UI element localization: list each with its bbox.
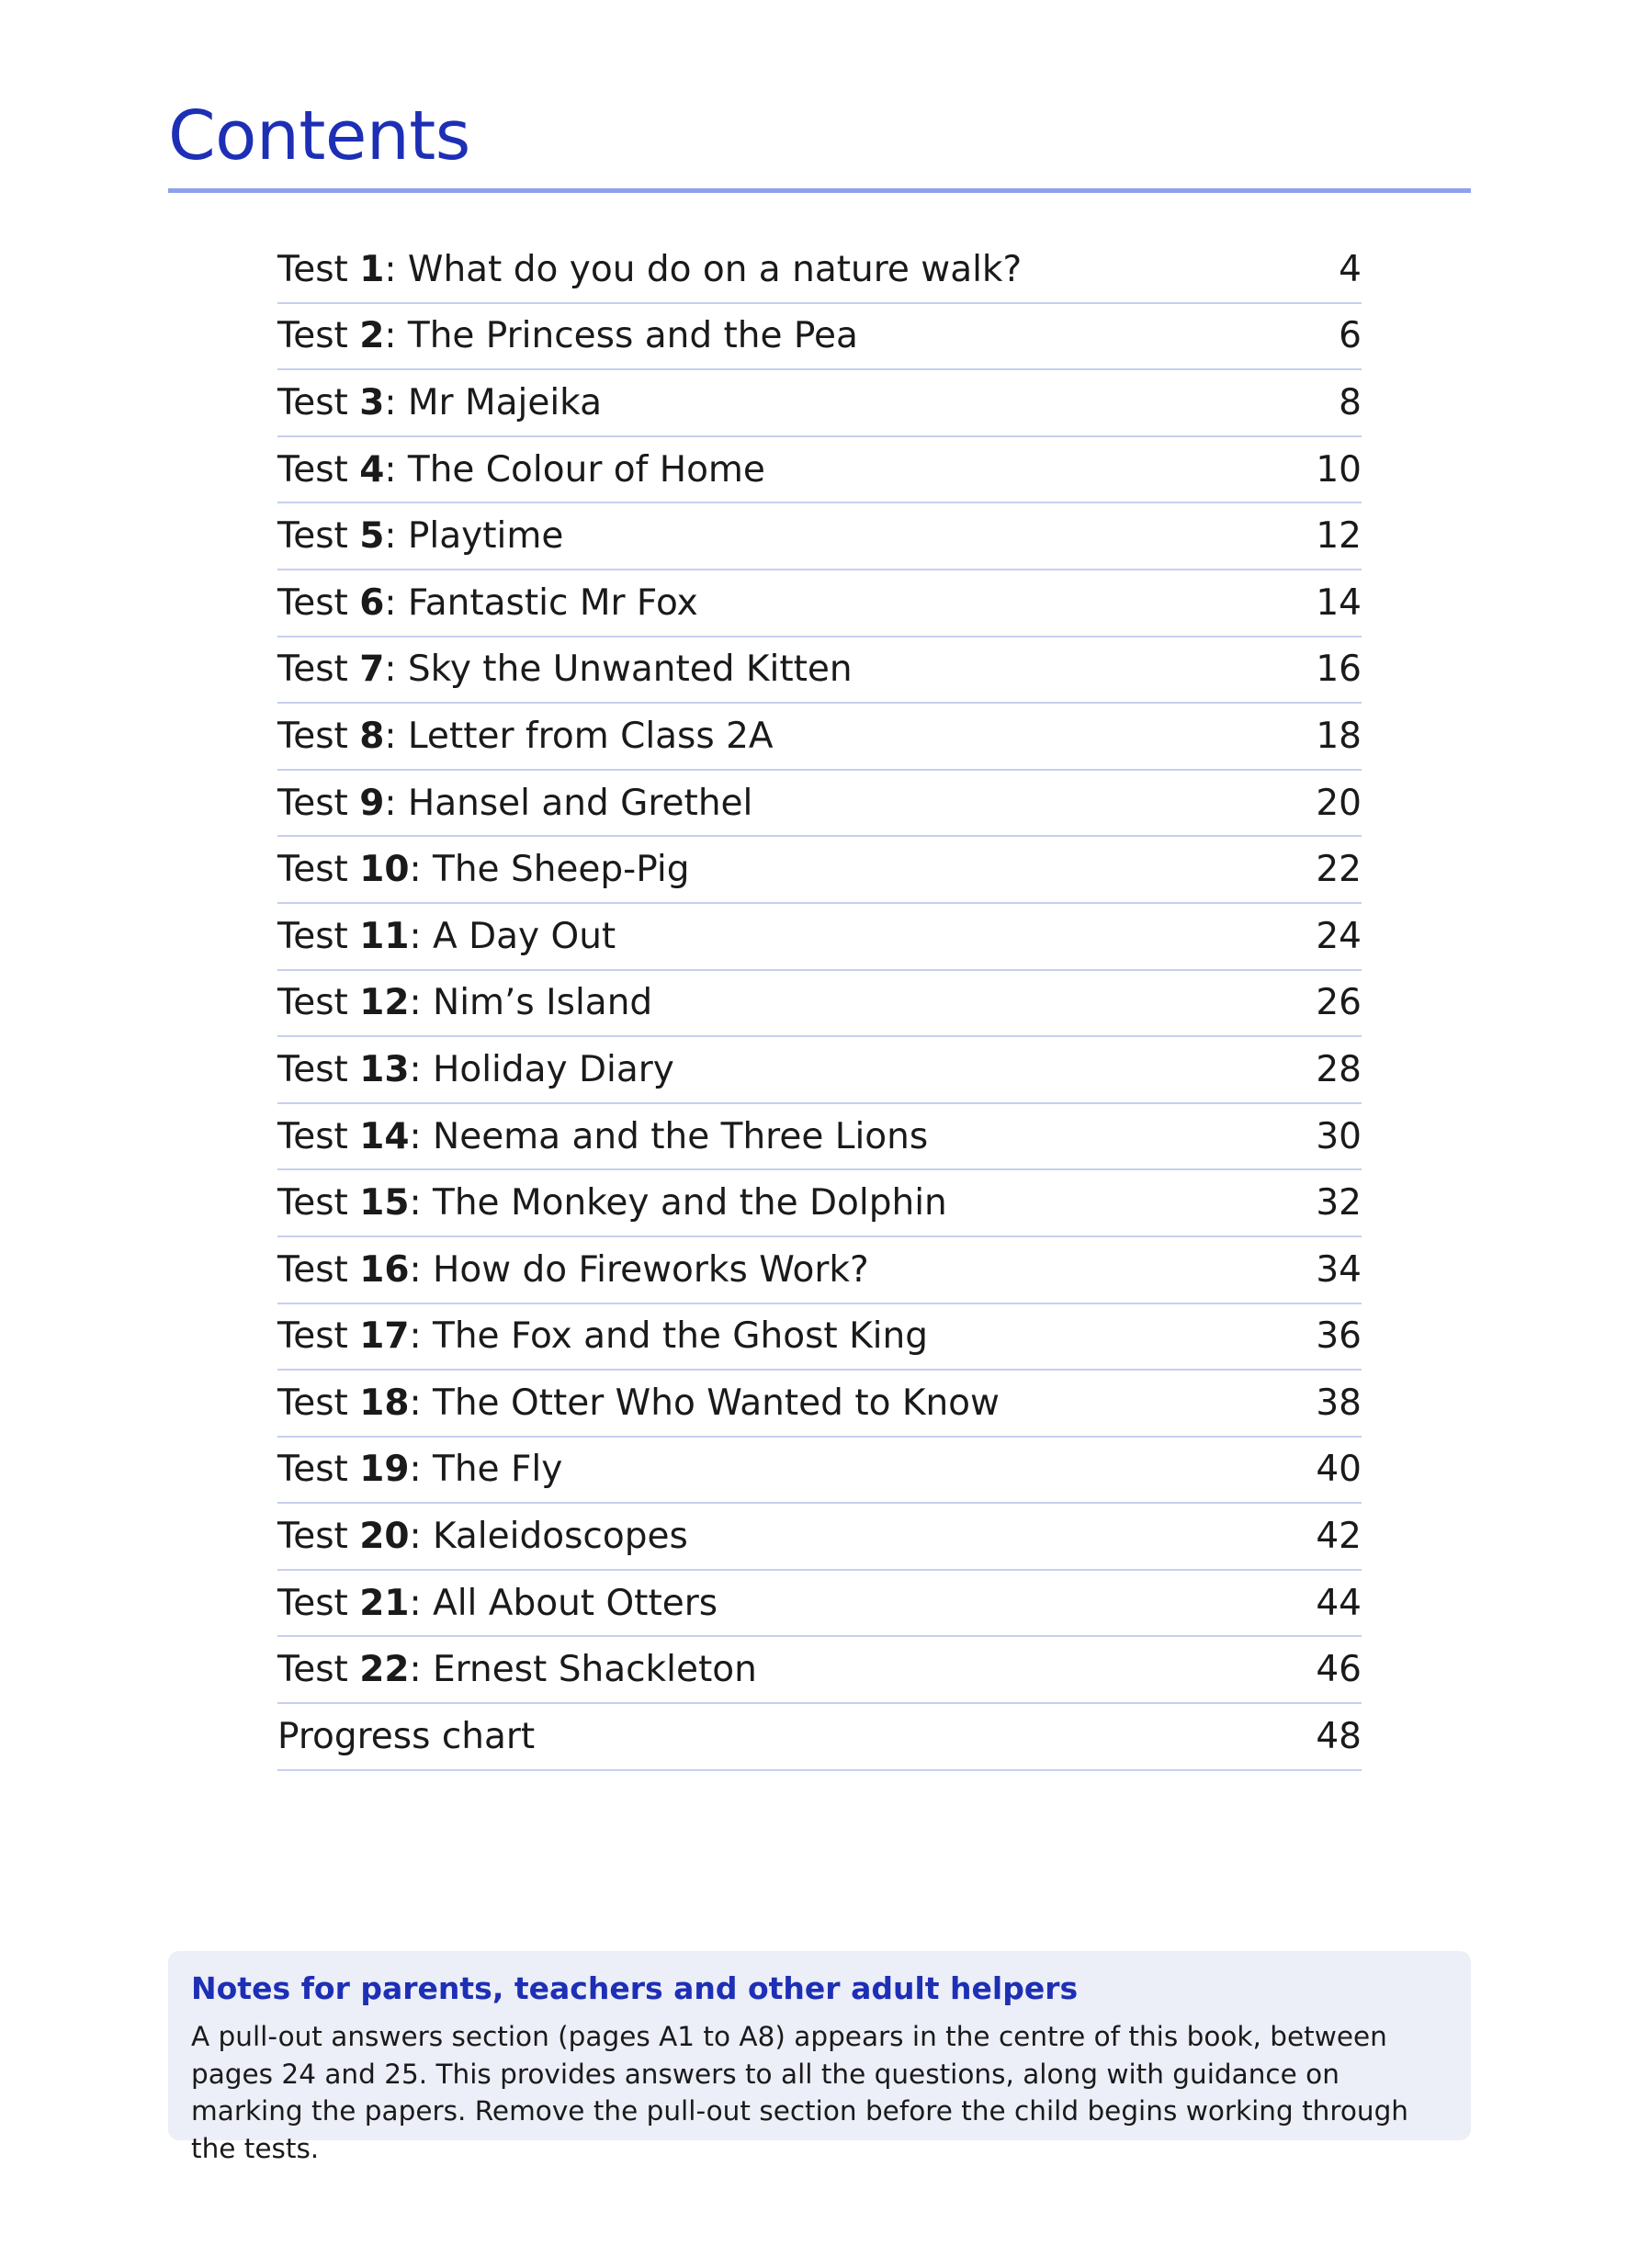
contents-entry-prefix: Test — [277, 1649, 360, 1691]
contents-row — [277, 437, 1362, 504]
contents-entry-title — [277, 783, 752, 824]
contents-entry-number: 9 — [359, 782, 385, 824]
contents-entry-title — [277, 1516, 688, 1557]
contents-entry-prefix: Test — [277, 448, 360, 491]
contents-row — [277, 1104, 1362, 1171]
contents-entry-title — [277, 1049, 674, 1090]
contents-row — [277, 1371, 1362, 1438]
contents-entry-prefix: Test — [277, 515, 360, 558]
contents-entry-number: 11 — [359, 915, 410, 957]
contents-entry-text: : Fantastic Mr Fox — [384, 581, 698, 624]
contents-entry-number: 10 — [359, 849, 410, 891]
contents-entry-prefix: Test — [277, 782, 360, 824]
contents-entry-title — [277, 982, 652, 1023]
contents-entry-text: : The Otter Who Wanted to Know — [409, 1382, 1000, 1424]
contents-entry-number: 14 — [359, 1115, 410, 1157]
contents-entry-text: Progress chart — [277, 1715, 536, 1757]
contents-row — [277, 237, 1362, 304]
contents-entry-prefix: Test — [277, 715, 360, 757]
contents-entry-title — [277, 515, 563, 557]
contents-entry-text: : All About Otters — [409, 1582, 718, 1624]
contents-entry-title — [277, 1583, 718, 1624]
contents-row — [277, 304, 1362, 371]
contents-entry-title — [277, 916, 616, 957]
contents-entry-text: : Kaleidoscopes — [409, 1516, 688, 1558]
contents-entry-number: 7 — [359, 649, 385, 691]
page-title: Contents — [168, 96, 470, 175]
contents-entry-page-number: 14 — [1316, 581, 1362, 624]
contents-entry-prefix: Test — [277, 1449, 360, 1491]
contents-entry-text: : The Monkey and the Dolphin — [409, 1182, 947, 1224]
contents-entry-prefix: Test — [277, 1048, 360, 1090]
contents-entry-page-number: 4 — [1339, 248, 1362, 290]
contents-entry-title — [277, 1315, 928, 1357]
contents-entry-page-number: 48 — [1316, 1715, 1362, 1757]
contents-entry-prefix: Test — [277, 581, 360, 624]
contents-entry-number: 15 — [359, 1182, 410, 1224]
contents-entry-prefix: Test — [277, 849, 360, 891]
contents-entry-prefix: Test — [277, 1582, 360, 1624]
contents-entry-title — [277, 582, 698, 624]
contents-entry-page-number: 44 — [1316, 1582, 1362, 1624]
contents-row — [277, 971, 1362, 1038]
contents-entry-number: 8 — [359, 715, 385, 757]
contents-entry-text: : The Sheep-Pig — [409, 849, 690, 891]
contents-entry-title — [277, 1449, 562, 1490]
contents-entry-text: : Sky the Unwanted Kitten — [384, 649, 853, 691]
contents-entry-text: : How do Fireworks Work? — [409, 1248, 869, 1291]
contents-entry-prefix: Test — [277, 248, 360, 290]
contents-entry-title — [277, 1182, 947, 1224]
contents-entry-title — [277, 649, 853, 690]
contents-entry-page-number: 26 — [1316, 982, 1362, 1024]
contents-entry-prefix: Test — [277, 915, 360, 957]
contents-row — [277, 771, 1362, 838]
contents-entry-text: : Holiday Diary — [409, 1048, 674, 1090]
contents-entry-number: 2 — [359, 315, 385, 357]
contents-row — [277, 1170, 1362, 1237]
contents-entry-text: : The Fox and the Ghost King — [409, 1315, 928, 1358]
contents-row — [277, 1504, 1362, 1571]
contents-entry-page-number: 28 — [1316, 1048, 1362, 1090]
contents-entry-prefix: Test — [277, 1382, 360, 1424]
contents-entry-prefix: Test — [277, 381, 360, 423]
contents-entry-number: 17 — [359, 1315, 410, 1358]
contents-row — [277, 1637, 1362, 1704]
contents-entry-page-number: 18 — [1316, 715, 1362, 757]
contents-entry-number: 19 — [359, 1449, 410, 1491]
contents-entry-number: 6 — [359, 581, 385, 624]
contents-entry-page-number: 40 — [1316, 1449, 1362, 1491]
contents-row — [277, 904, 1362, 971]
contents-entry-page-number: 32 — [1316, 1182, 1362, 1224]
contents-entry-title — [277, 315, 858, 356]
contents-entry-number: 20 — [359, 1516, 410, 1558]
contents-entry-page-number: 8 — [1339, 381, 1362, 423]
contents-entry-text: : A Day Out — [409, 915, 616, 957]
contents-entry-text: : The Colour of Home — [384, 448, 765, 491]
contents-row — [277, 1571, 1362, 1638]
contents-entry-prefix: Test — [277, 315, 360, 357]
contents-entry-number: 13 — [359, 1048, 410, 1090]
contents-entry-title — [277, 382, 602, 423]
contents-row — [277, 570, 1362, 638]
contents-row — [277, 1438, 1362, 1505]
contents-entry-title — [277, 1249, 869, 1291]
contents-row — [277, 1304, 1362, 1371]
contents-entry-number: 1 — [359, 248, 385, 290]
contents-entry-page-number: 16 — [1316, 649, 1362, 691]
contents-entry-page-number: 46 — [1316, 1649, 1362, 1691]
contents-row — [277, 704, 1362, 771]
contents-row — [277, 1037, 1362, 1104]
contents-row — [277, 1237, 1362, 1304]
title-divider — [168, 188, 1471, 193]
contents-entry-page-number: 22 — [1316, 849, 1362, 891]
contents-entry-page-number: 34 — [1316, 1248, 1362, 1291]
contents-entry-number: 5 — [359, 515, 385, 558]
contents-entry-title — [277, 449, 765, 491]
contents-entry-title — [277, 849, 690, 890]
contents-entry-number: 22 — [359, 1649, 410, 1691]
notes-box — [168, 1951, 1471, 2164]
contents-entry-title — [277, 1382, 1000, 1424]
contents-entry-prefix: Test — [277, 1115, 360, 1157]
contents-row — [277, 370, 1362, 437]
contents-entry-text: : What do you do on a nature walk? — [384, 248, 1023, 290]
contents-entry-prefix: Test — [277, 1315, 360, 1358]
contents-entry-prefix: Test — [277, 982, 360, 1024]
notes-heading: Notes for parents, teachers and other adult helpers — [191, 1970, 1079, 2006]
contents-entry-page-number: 12 — [1316, 515, 1362, 558]
contents-entry-page-number: 6 — [1339, 315, 1362, 357]
contents-entry-text: : Ernest Shackleton — [409, 1649, 757, 1691]
contents-list — [277, 237, 1362, 1771]
contents-entry-page-number: 24 — [1316, 915, 1362, 957]
contents-entry-page-number: 10 — [1316, 448, 1362, 491]
contents-entry-page-number: 36 — [1316, 1315, 1362, 1358]
contents-entry-text: : Mr Majeika — [384, 381, 602, 423]
contents-entry-title — [277, 1716, 535, 1757]
contents-entry-title — [277, 1649, 757, 1690]
notes-body: A pull-out answers section (pages A1 to A8) appears in the centre of this book, between pages 24 and 25. This provides answers to all the questions, along with guidance on marking the papers. Remove the pull-out section before the child begins working through the tests. — [191, 2020, 1408, 2164]
contents-entry-text: : Neema and the Three Lions — [409, 1115, 929, 1157]
contents-row — [277, 503, 1362, 570]
contents-entry-text: : Playtime — [384, 515, 564, 558]
contents-entry-title — [277, 1116, 928, 1157]
contents-row — [277, 638, 1362, 705]
contents-entry-number: 4 — [359, 448, 385, 491]
contents-entry-number: 12 — [359, 982, 410, 1024]
contents-entry-text: : Hansel and Grethel — [384, 782, 753, 824]
contents-row — [277, 1704, 1362, 1771]
contents-entry-prefix: Test — [277, 1248, 360, 1291]
contents-entry-prefix: Test — [277, 649, 360, 691]
contents-entry-page-number: 20 — [1316, 782, 1362, 824]
contents-entry-text: : Letter from Class 2A — [384, 715, 774, 757]
contents-entry-prefix: Test — [277, 1182, 360, 1224]
contents-entry-number: 16 — [359, 1248, 410, 1291]
contents-entry-page-number: 30 — [1316, 1115, 1362, 1157]
contents-entry-prefix: Test — [277, 1516, 360, 1558]
contents-entry-page-number: 38 — [1316, 1382, 1362, 1424]
contents-entry-page-number: 42 — [1316, 1516, 1362, 1558]
contents-entry-text: : Nim’s Island — [409, 982, 653, 1024]
contents-entry-title — [277, 249, 1022, 290]
contents-row — [277, 837, 1362, 904]
contents-entry-number: 18 — [359, 1382, 410, 1424]
contents-entry-text: : The Princess and the Pea — [384, 315, 858, 357]
contents-entry-number: 3 — [359, 381, 385, 423]
contents-entry-title — [277, 716, 774, 757]
contents-entry-number: 21 — [359, 1582, 410, 1624]
contents-entry-text: : The Fly — [409, 1449, 563, 1491]
